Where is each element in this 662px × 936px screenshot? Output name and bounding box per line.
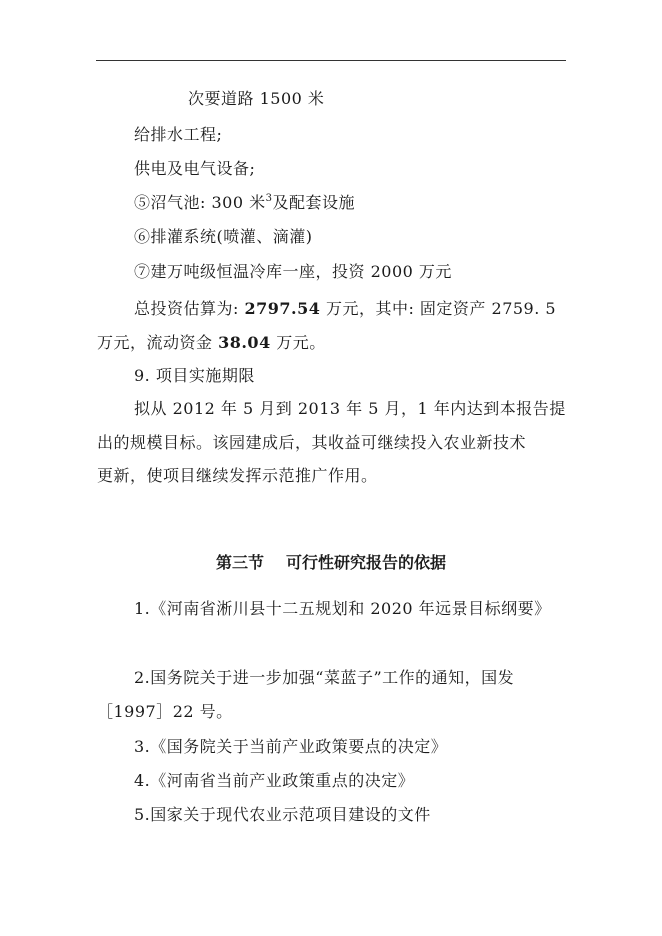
period-text-1: 拟从 2012 年 5 月到 2013 年 5 月，1 年内达到本报告提 <box>134 399 566 418</box>
period-heading: 9. 项目实施期限 <box>134 366 255 385</box>
currency-unit: 万元。 <box>270 333 326 352</box>
period-text-2: 出的规模目标。该园建成后，其收益可继续投入农业新技术 <box>97 433 527 452</box>
current-assets: 38.04 <box>218 333 271 352</box>
basis-item-3: 3.《国务院关于当前产业政策要点的决定》 <box>134 737 448 756</box>
basis-item-2-cont: ［1997］22 号。 <box>97 702 233 721</box>
header-rule <box>96 60 566 61</box>
current-assets-label: 万元，流动资金 <box>97 333 219 352</box>
road-item: 次要道路 1500 米 <box>188 89 325 108</box>
basis-item-5: 5.国家关于现代农业示范项目建设的文件 <box>134 805 431 824</box>
water-item: 给排水工程; <box>134 125 223 144</box>
basis-item-4: 4.《河南省当前产业政策重点的决定》 <box>134 771 415 790</box>
investment-detail: 万元，其中: 固定资产 2759. 5 <box>320 299 557 318</box>
biogas-item <box>134 192 355 214</box>
investment-line-2 <box>97 332 326 354</box>
period-text-3: 更新，使项目继续发挥示范推广作用。 <box>97 466 378 485</box>
section-number: 第三节 <box>215 553 264 572</box>
irrigation-item: ⑥排灌系统(喷灌、滴灌) <box>134 227 313 246</box>
section-title <box>0 552 662 574</box>
biogas-text-suffix: 及配套设施 <box>272 193 355 212</box>
basis-item-2: 2.国务院关于进一步加强“菜蓝子”工作的通知，国发 <box>134 668 515 687</box>
section-heading: 可行性研究报告的依据 <box>286 553 447 572</box>
cubic-superscript: 3 <box>265 193 273 204</box>
biogas-text: ⑤沼气池: 300 米 <box>134 193 266 212</box>
basis-item-1: 1.《河南省淅川县十二五规划和 2020 年远景目标纲要》 <box>134 599 551 618</box>
investment-line-1 <box>134 298 556 320</box>
power-item: 供电及电气设备; <box>134 159 256 178</box>
total-investment: 2797.54 <box>244 299 321 318</box>
investment-label: 总投资估算为: <box>134 299 245 318</box>
cold-storage-item: ⑦建万吨级恒温冷库一座，投资 2000 万元 <box>134 262 452 281</box>
